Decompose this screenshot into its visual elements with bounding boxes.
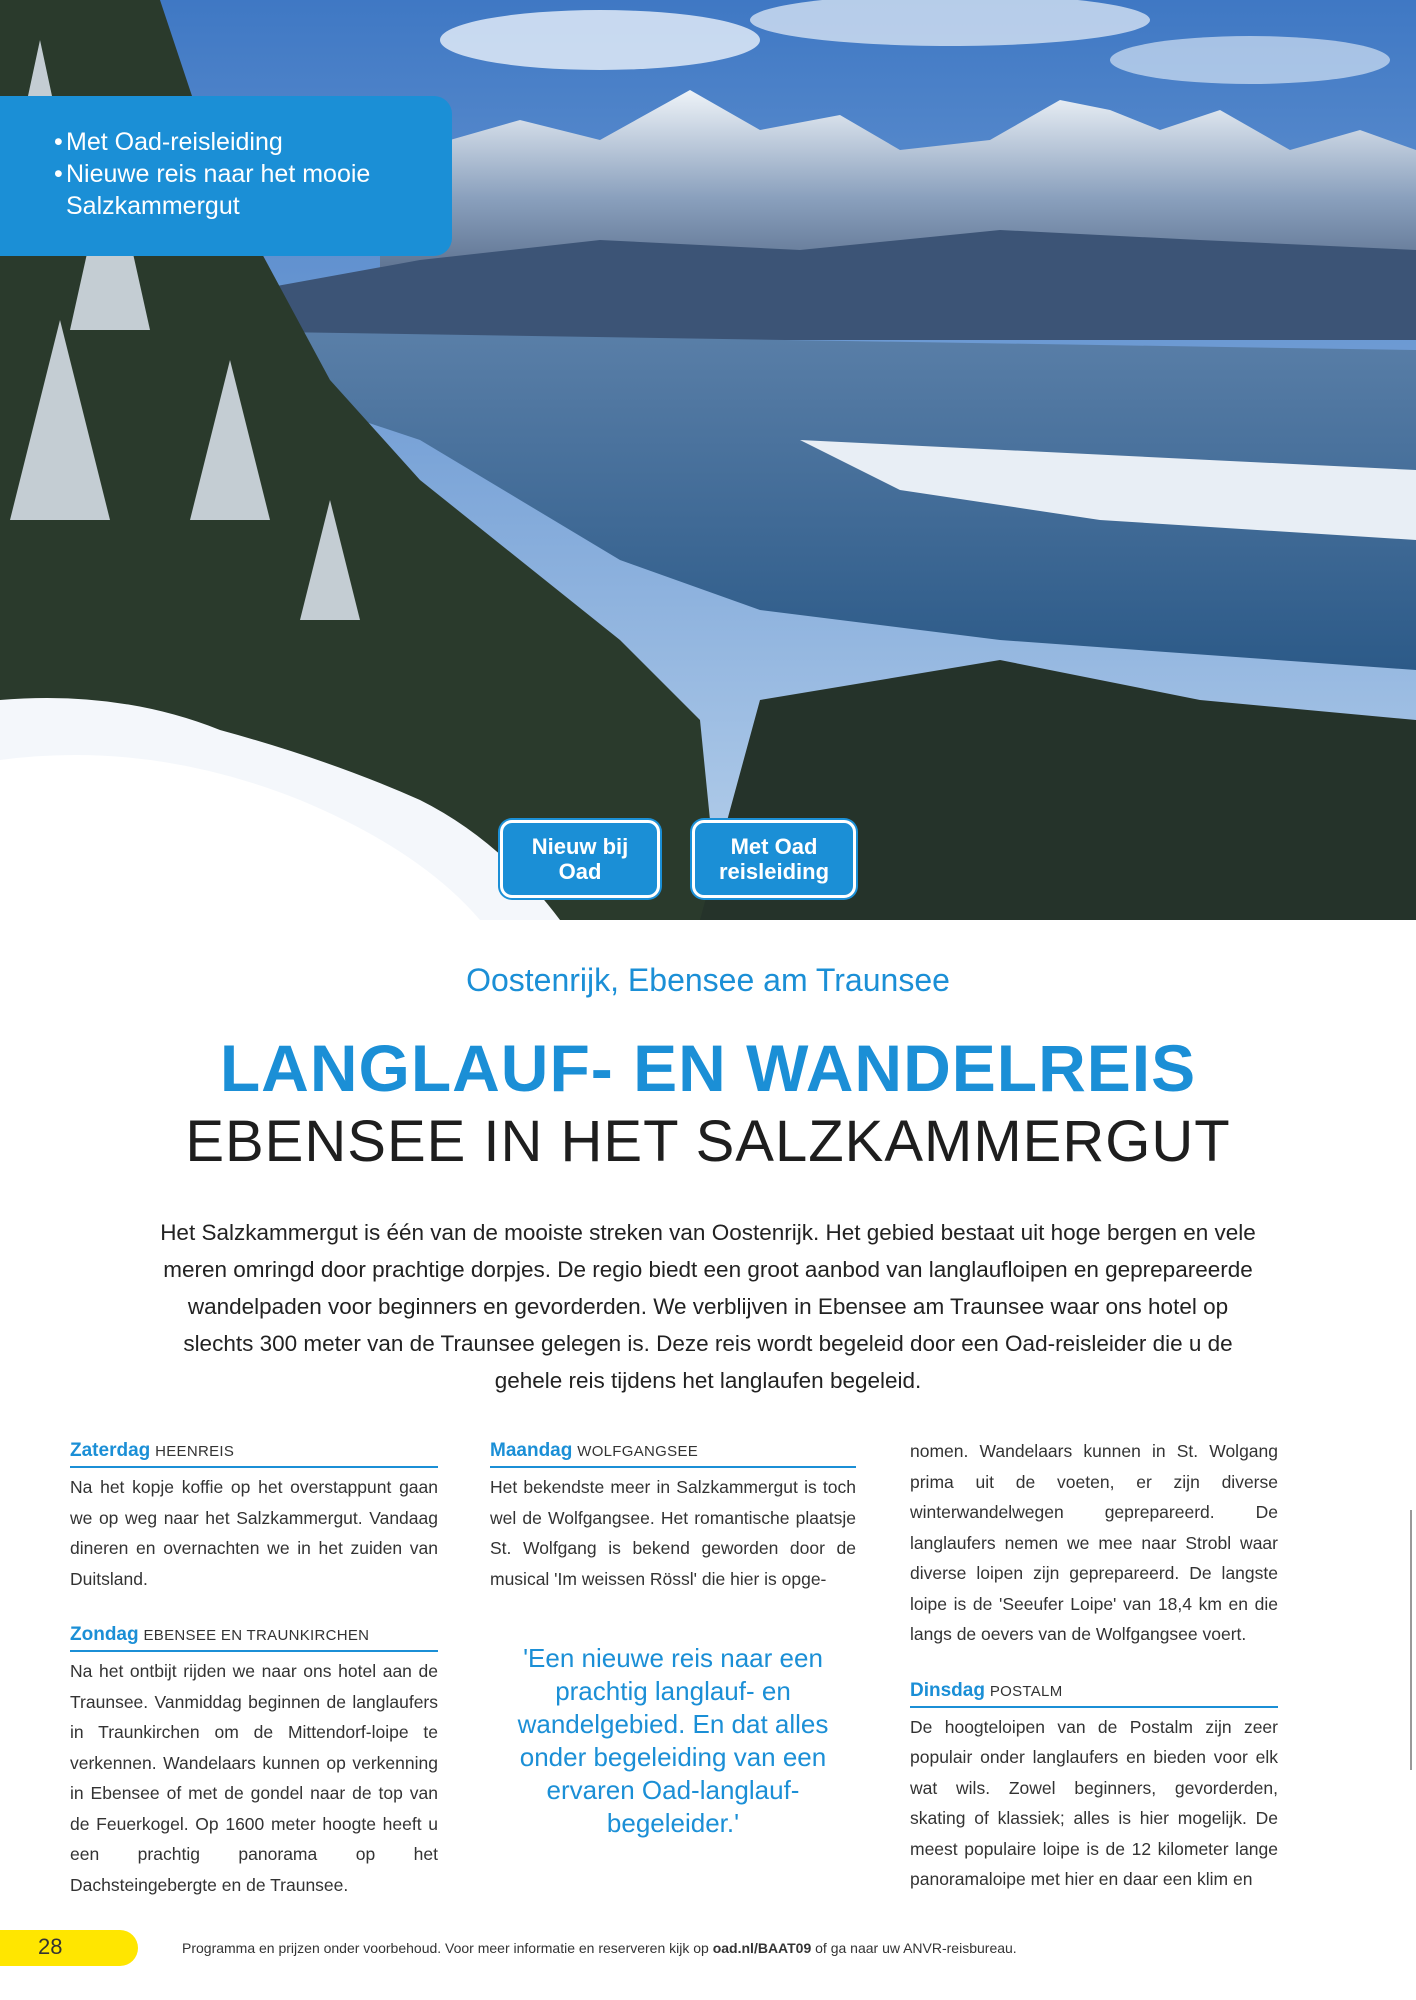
- destination-subtitle: Oostenrijk, Ebensee am Traunsee: [466, 962, 950, 998]
- badge-new-at-oad: Nieuw bij Oad: [500, 820, 660, 898]
- day-name: Zondag: [70, 1624, 139, 1645]
- day-name: Zaterdag: [70, 1440, 151, 1461]
- column-3: [910, 1436, 1278, 1921]
- page-number-tab: [0, 1930, 138, 1966]
- column-2: [490, 1436, 856, 1620]
- footer-text-end: of ga naar uw ANVR-reisbureau.: [811, 1940, 1017, 1956]
- continued-text: nomen. Wandelaars kunnen in St. Wolgang prima uit de voeten, er zijn diverse winterwandelwegen geprepareerd. De langlaufers nemen we mee naar Strobl waar diverse loipen zijn geprepareerd. De langste loipe is de 'Seeufer Loipe' van 18,4 km en die langs de oevers van de Wolfgangsee voert.: [910, 1441, 1278, 1644]
- day-place: WOLFGANGSEE: [577, 1443, 699, 1460]
- footer-disclaimer: [182, 1940, 1017, 1956]
- day-heading: [910, 1676, 1278, 1708]
- day-text: Na het kopje koffie op het overstappunt gaan we op weg naar het Salzkammergut. Vandaag dineren en overnachten we in het zuiden van Duitsland.: [70, 1477, 438, 1589]
- footer-text: Programma en prijzen onder voorbehoud. Voor meer informatie en reserveren kijk op: [182, 1940, 713, 1956]
- callout-bullet: • Met Oad-reisleiding: [54, 128, 283, 156]
- day-heading: [70, 1620, 438, 1652]
- page-title: LANGLAUF- EN WANDELREIS: [219, 1031, 1197, 1105]
- page-subtitle: EBENSEE IN HET SALZKAMMERGUT: [185, 1109, 1231, 1174]
- day-name: Maandag: [490, 1440, 573, 1461]
- day-text: De hoogteloipen van de Postalm zijn zeer populair onder langlaufers en bieden voor elk wat wils. Zowel beginners, gevorderden, skating of klassiek; alles is hier mogelijk. De meest populaire loipe is de 12 kilometer lange panoramaloipe met hier en daar een klim en: [910, 1716, 1278, 1889]
- photo-credit: Wolfgangsee ©WTG: [78, 894, 225, 911]
- highlights-callout: [0, 96, 452, 256]
- pull-quote: 'Een nieuwe reis naar een prachtig langlauf- en wandelgebied. En dat alles onder begeleiding van een ervaren Oad-langlauf-begeleider.': [517, 1643, 829, 1838]
- page-number: 28: [38, 1934, 63, 1959]
- page-edge-rule: [1410, 1510, 1412, 1770]
- hero-photo: [0, 0, 1416, 920]
- day-heading: [70, 1436, 438, 1468]
- day-place: EBENSEE EN TRAUNKIRCHEN: [143, 1627, 370, 1644]
- day-name: Dinsdag: [910, 1679, 985, 1701]
- day-heading: [490, 1436, 856, 1468]
- day-text: Het bekendste meer in Salzkammergut is toch wel de Wolfgangsee. Het romantische plaatsje St. Wolfgang is bekend geworden door de musical 'Im weissen Rössl' die hier is opge-: [490, 1477, 856, 1589]
- callout-bullet: • Nieuwe reis naar het mooie Salzkammergut: [54, 160, 371, 220]
- intro-paragraph: Het Salzkammergut is één van de mooiste streken van Oostenrijk. Het gebied bestaat uit hoge bergen en vele meren omringd door prachtige dorpjes. De regio biedt een groot aanbod van langlaufloipen en geprepareerde wandelpaden voor beginners en gevorderden. We verblijven in Ebensee am Traunsee waar ons hotel op slechts 300 meter van de Traunsee gelegen is. Deze reis wordt begeleid door een Oad-reisleider die u de gehele reis tijdens het langlaufen begeleid.: [160, 1220, 1256, 1393]
- column-1: [70, 1436, 438, 1926]
- footer-link[interactable]: oad.nl/BAAT09: [712, 1940, 812, 1956]
- badge-oad-tour-guide: Met Oad reisleiding: [692, 820, 856, 898]
- day-place: HEENREIS: [155, 1443, 235, 1460]
- day-text: Na het ontbijt rijden we naar ons hotel aan de Traunsee. Vanmiddag beginnen de langlaufers in Traunkirchen om de Mittendorf-loipe te verkennen. Wandelaars kunnen op verkenning in Ebensee of met de gondel naar de top van de Feuerkogel. Op 1600 meter hoogte heeft u een prachtig panorama op het Dachsteingebergte en de Traunsee.: [70, 1661, 438, 1895]
- day-place: POSTALM: [989, 1682, 1063, 1700]
